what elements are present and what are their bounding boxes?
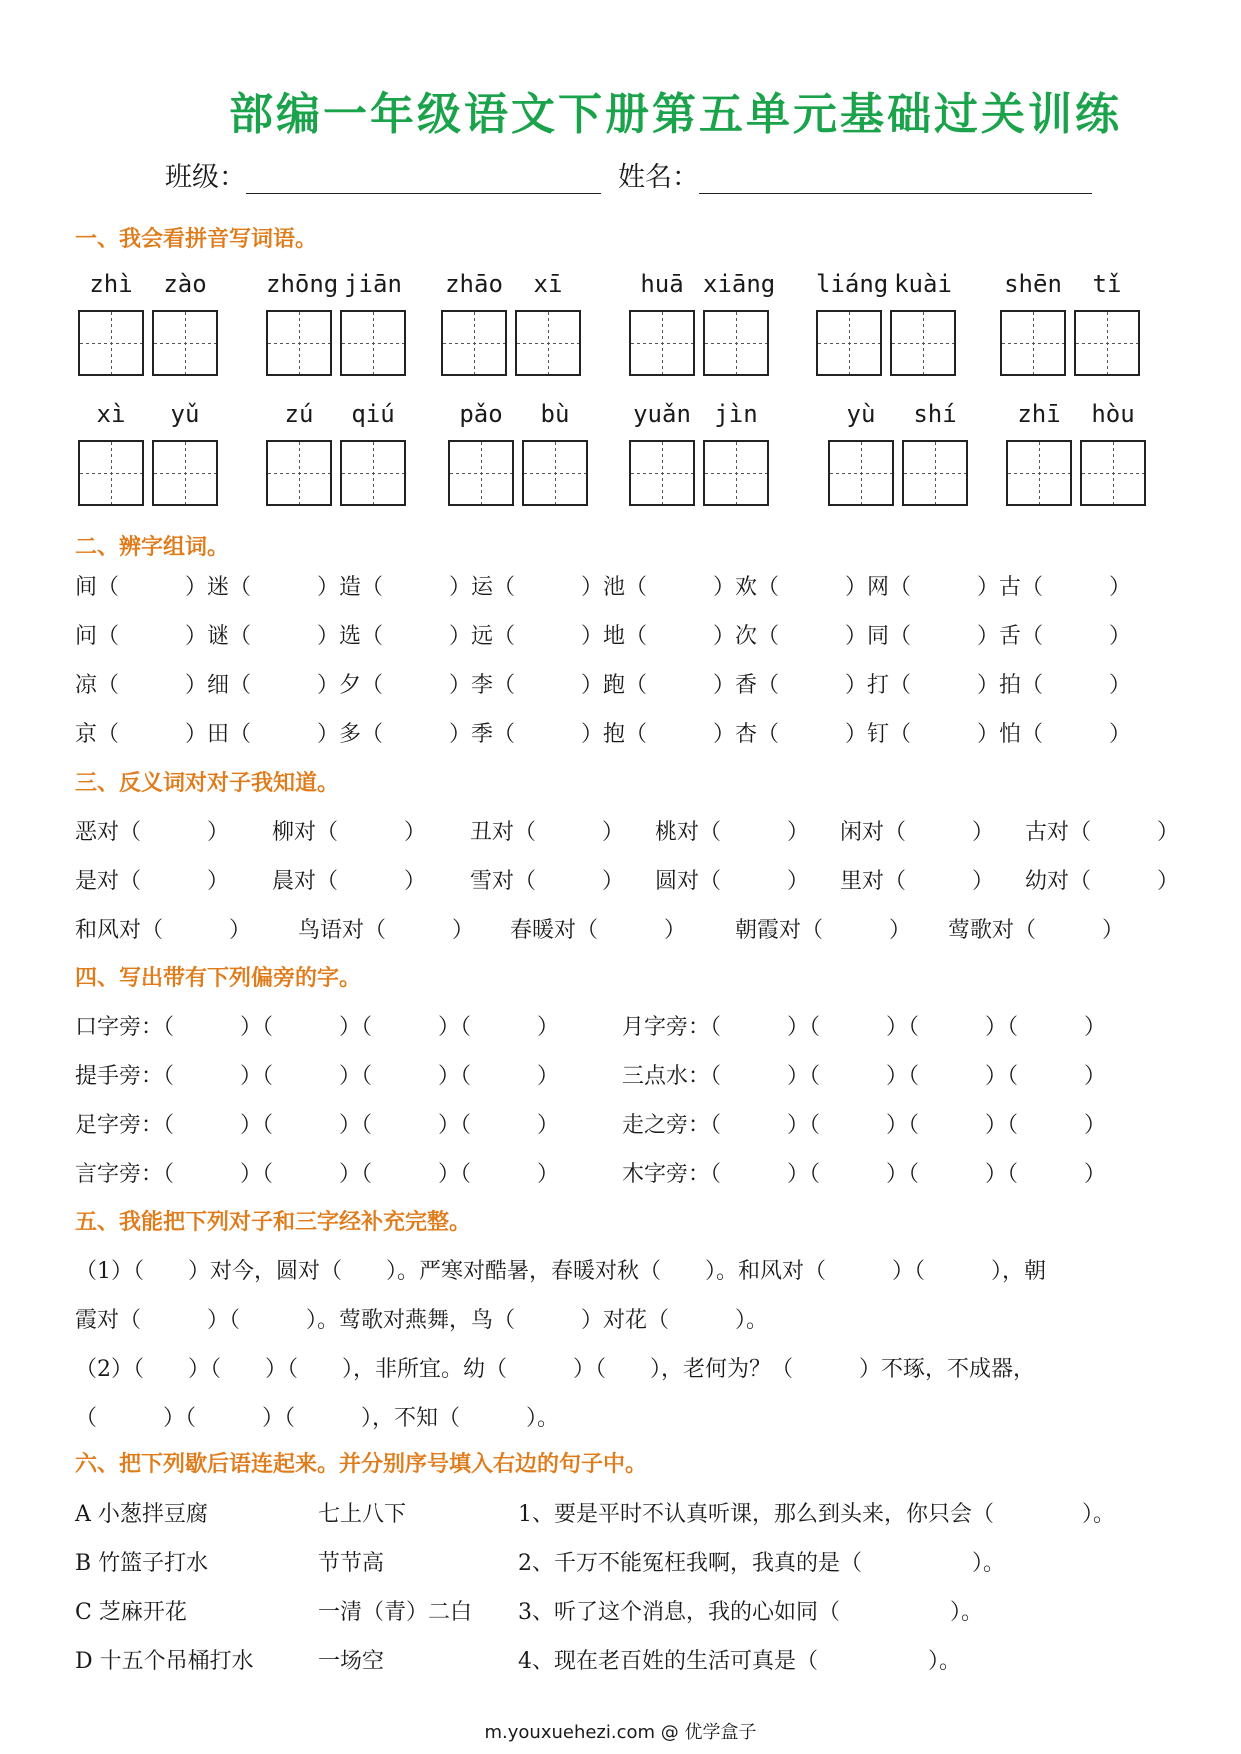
writing-grid-box[interactable]	[629, 310, 695, 376]
pianpang-row[interactable]: 木字旁：（ ）（ ）（ ）（ ）	[622, 1162, 1107, 1187]
fanyi-item[interactable]: 古对（ ）	[1025, 820, 1180, 845]
pinyin-label: zú	[284, 400, 314, 428]
pinyin-label: yù	[846, 400, 876, 428]
pianpang-row[interactable]: 三点水：（ ）（ ）（ ）（ ）	[622, 1064, 1107, 1089]
pinyin-label: xì	[96, 400, 126, 428]
writing-grid-box[interactable]	[816, 310, 882, 376]
pinyin-label: qiú	[351, 400, 395, 428]
duizi-line[interactable]: 霞对（ ）（ ）。莺歌对燕舞，鸟（ ）对花（ ）。	[75, 1308, 769, 1333]
fanyi-item[interactable]: 圆对（ ）	[655, 869, 810, 894]
fanyi-item[interactable]: 雪对（ ）	[470, 869, 625, 894]
xiehouyu-sentence[interactable]: 2、千万不能冤枉我啊，我真的是（ ）。	[518, 1551, 1005, 1576]
writing-grid-box[interactable]	[1000, 310, 1066, 376]
pinyin-label: xiāng	[703, 270, 776, 298]
class-field[interactable]	[165, 155, 601, 194]
section-3-heading: 三、反义词对对子我知道。	[75, 771, 340, 796]
pianpang-row[interactable]: 口字旁：（ ）（ ）（ ）（ ）	[75, 1015, 560, 1040]
writing-grid-box[interactable]	[441, 310, 507, 376]
fanyi-item[interactable]: 莺歌对（ ）	[948, 918, 1125, 943]
fanyi-item[interactable]: 柳对（ ）	[272, 820, 427, 845]
writing-grid-box[interactable]	[340, 440, 406, 506]
fanyi-item[interactable]: 幼对（ ）	[1025, 869, 1180, 894]
pinyin-label: yǔ	[170, 400, 200, 428]
xiehouyu-sentence[interactable]: 3、听了这个消息，我的心如同（ ）。	[518, 1600, 983, 1625]
writing-grid-box[interactable]	[152, 440, 218, 506]
xiehouyu-sentence[interactable]: 4、现在老百姓的生活可真是（ ）。	[518, 1649, 961, 1674]
xiehouyu-second-half[interactable]: 节节高	[318, 1551, 385, 1576]
bianzi-row-2[interactable]: 问（ ）谜（ ）选（ ）远（ ）地（ ）次（ ）同（ ）舌（ ）	[75, 624, 1132, 649]
writing-grid-box[interactable]	[266, 310, 332, 376]
pinyin-label: pǎo	[459, 400, 503, 428]
name-label: 姓名：	[618, 162, 699, 193]
fanyi-item[interactable]: 春暖对（ ）	[510, 918, 687, 943]
fanyi-item[interactable]: 桃对（ ）	[655, 820, 810, 845]
xiehouyu-second-half[interactable]: 七上八下	[318, 1502, 407, 1527]
name-field[interactable]	[618, 155, 1092, 194]
writing-grid-box[interactable]	[515, 310, 581, 376]
xiehouyu-second-half[interactable]: 一清（青）二白	[318, 1600, 473, 1625]
writing-grid-box[interactable]	[703, 310, 769, 376]
pianpang-row[interactable]: 提手旁：（ ）（ ）（ ）（ ）	[75, 1064, 560, 1089]
fanyi-item[interactable]: 里对（ ）	[840, 869, 995, 894]
pinyin-label: yuǎn	[633, 400, 691, 428]
pianpang-row[interactable]: 言字旁：（ ）（ ）（ ）（ ）	[75, 1162, 560, 1187]
page-title: 部编一年级语文下册第五单元基础过关训练	[229, 89, 1122, 140]
writing-grid-box[interactable]	[266, 440, 332, 506]
pinyin-label: kuài	[894, 270, 952, 298]
bianzi-row-3[interactable]: 凉（ ）细（ ）夕（ ）李（ ）跑（ ）香（ ）打（ ）拍（ ）	[75, 673, 1132, 698]
fanyi-item[interactable]: 和风对（ ）	[75, 918, 252, 943]
pinyin-label: zhāo	[445, 270, 503, 298]
pinyin-label: hòu	[1091, 400, 1135, 428]
bianzi-row-1[interactable]: 间（ ）迷（ ）造（ ）运（ ）池（ ）欢（ ）网（ ）古（ ）	[75, 575, 1132, 600]
footer-watermark: m.youxuehezi.com @ 优学盒子	[484, 1722, 757, 1743]
writing-grid-box[interactable]	[828, 440, 894, 506]
sanzijing-line[interactable]: （ ）（ ）（ ），不知（ ）。	[75, 1406, 560, 1431]
xiehouyu-first-half[interactable]: C 芝麻开花	[75, 1600, 187, 1625]
sanzijing-line[interactable]: （2）（ ）（ ）（ ），非所宜。幼（ ）（ ），老何为？（ ）不琢，不成器，	[75, 1357, 1036, 1382]
writing-grid-box[interactable]	[78, 310, 144, 376]
pianpang-row[interactable]: 足字旁：（ ）（ ）（ ）（ ）	[75, 1113, 560, 1138]
pinyin-label: huā	[640, 270, 684, 298]
section-4-heading: 四、写出带有下列偏旁的字。	[75, 966, 362, 991]
pianpang-row[interactable]: 走之旁：（ ）（ ）（ ）（ ）	[622, 1113, 1107, 1138]
bianzi-row-4[interactable]: 京（ ）田（ ）多（ ）季（ ）抱（ ）杏（ ）钉（ ）怕（ ）	[75, 722, 1132, 747]
class-blank[interactable]	[246, 165, 601, 194]
section-2-heading: 二、辨字组词。	[75, 535, 230, 560]
pinyin-label: liáng	[816, 270, 889, 298]
section-1-heading: 一、我会看拼音写词语。	[75, 227, 318, 252]
section-5-heading: 五、我能把下列对子和三字经补充完整。	[75, 1210, 472, 1235]
pianpang-row[interactable]: 月字旁：（ ）（ ）（ ）（ ）	[622, 1015, 1107, 1040]
writing-grid-box[interactable]	[78, 440, 144, 506]
writing-grid-box[interactable]	[340, 310, 406, 376]
fanyi-item[interactable]: 丑对（ ）	[470, 820, 625, 845]
pinyin-label: zào	[163, 270, 207, 298]
duizi-line[interactable]: （1）（ ）对今，圆对（ ）。严寒对酷暑，春暖对秋（ ）。和风对（ ）（ ），朝	[75, 1259, 1047, 1284]
writing-grid-box[interactable]	[629, 440, 695, 506]
name-blank[interactable]	[699, 165, 1092, 194]
pinyin-label: tǐ	[1092, 270, 1122, 298]
fanyi-item[interactable]: 恶对（ ）	[75, 820, 230, 845]
section-6-heading: 六、把下列歇后语连起来。并分别序号填入右边的句子中。	[75, 1452, 648, 1477]
fanyi-item[interactable]: 闲对（ ）	[840, 820, 995, 845]
xiehouyu-second-half[interactable]: 一场空	[318, 1649, 385, 1674]
writing-grid-box[interactable]	[448, 440, 514, 506]
writing-grid-box[interactable]	[522, 440, 588, 506]
pinyin-label: zhī	[1017, 400, 1061, 428]
pinyin-label: xī	[533, 270, 563, 298]
xiehouyu-first-half[interactable]: B 竹篮子打水	[75, 1551, 209, 1576]
writing-grid-box[interactable]	[703, 440, 769, 506]
fanyi-item[interactable]: 朝霞对（ ）	[735, 918, 912, 943]
pinyin-label: zhì	[89, 270, 133, 298]
pinyin-label: jìn	[714, 400, 758, 428]
writing-grid-box[interactable]	[1006, 440, 1072, 506]
writing-grid-box[interactable]	[890, 310, 956, 376]
writing-grid-box[interactable]	[1080, 440, 1146, 506]
writing-grid-box[interactable]	[152, 310, 218, 376]
xiehouyu-first-half[interactable]: D 十五个吊桶打水	[75, 1649, 254, 1674]
writing-grid-box[interactable]	[1074, 310, 1140, 376]
fanyi-item[interactable]: 鸟语对（ ）	[298, 918, 475, 943]
pinyin-label: shí	[913, 400, 957, 428]
xiehouyu-sentence[interactable]: 1、要是平时不认真听课，那么到头来，你只会（ ）。	[518, 1502, 1115, 1527]
class-label: 班级：	[165, 162, 246, 193]
fanyi-item[interactable]: 是对（ ）	[75, 869, 230, 894]
pinyin-label: jiān	[344, 270, 402, 298]
writing-grid-box[interactable]	[902, 440, 968, 506]
pinyin-label: zhōng	[266, 270, 339, 298]
fanyi-item[interactable]: 晨对（ ）	[272, 869, 427, 894]
xiehouyu-first-half[interactable]: A 小葱拌豆腐	[75, 1502, 208, 1527]
pinyin-label: shēn	[1004, 270, 1062, 298]
pinyin-label: bù	[540, 400, 570, 428]
